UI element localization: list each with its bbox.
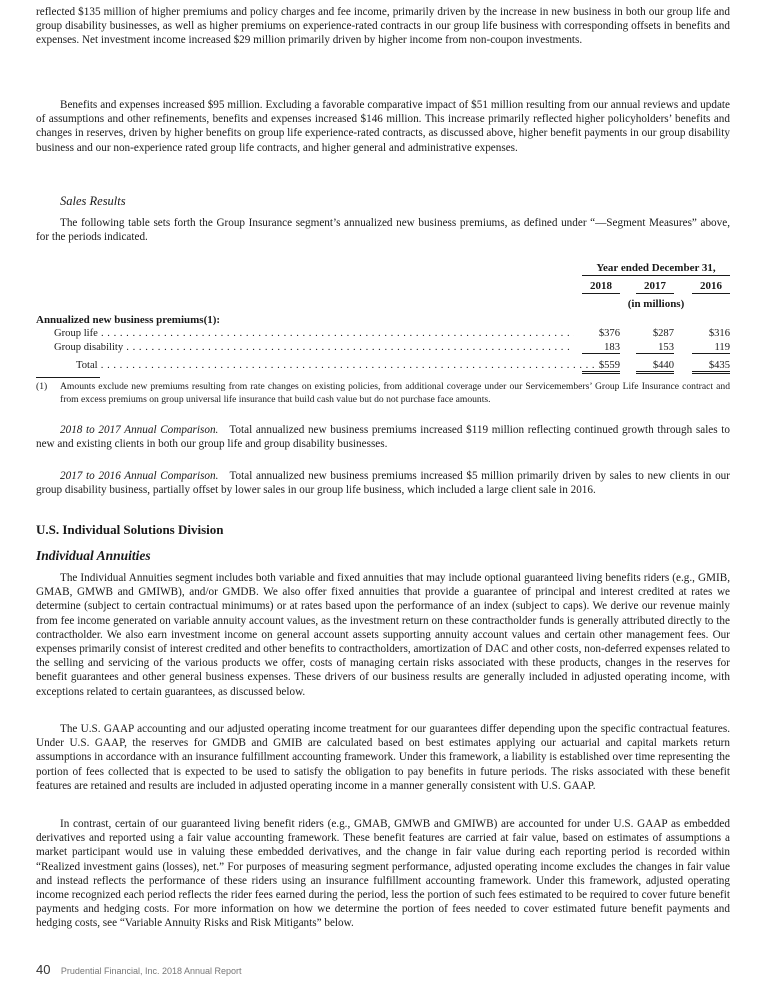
- paragraph-text: Benefits and expenses increased $95 million. Excluding a favorable comparative impact of $51 million resulting from our annual reviews and update of assumptions and other refinements, benefits and expenses increased $146 million. This increase primarily reflected higher policyholders’ benefits and changes in reserves, driven by higher benefits on group life experience-rated contracts, as discussed above, higher benefit payments in our group disability business and our non-experience rated group life contracts, and higher general and administrative expenses.: [36, 99, 730, 154]
- sales-results-intro: [36, 216, 730, 244]
- cell-value: $435: [692, 360, 730, 374]
- comparison-text: Total annualized new business premiums increased $119 million reflecting continued growth through sales to new and existing clients in both our group life and group disability businesses.: [36, 424, 730, 451]
- comparison-text: Total annualized new business premiums increased $5 million primarily driven by sales to new clients in our group disability business, partially offset by lower sales in our group life business, which included a large client sale in 2016.: [36, 470, 730, 497]
- cell-value: $376: [598, 328, 620, 339]
- page-number: 40: [36, 962, 51, 977]
- comparison-lead: 2018 to 2017 Annual Comparison.: [60, 424, 219, 436]
- cell-value: $287: [652, 328, 674, 339]
- paragraph-text: The following table sets forth the Group Insurance segment’s annualized new business premiums, as defined under “—Segment Measures” above, for the periods indicated.: [36, 217, 730, 244]
- division-title: U.S. Individual Solutions Division: [36, 522, 224, 537]
- column-header-2017: 2017: [636, 280, 674, 294]
- paragraph-annuities-overview: [36, 571, 730, 699]
- paragraph-text: In contrast, certain of our guaranteed living benefit riders (e.g., GMAB, GMWB and GMIWB) are accounted for under U.S. GAAP as embedded derivatives and reported using a fair value accounting framework. These benefit features are carried at fair value, based on estimates of assumptions a market participant would use in valuing these embedded derivatives, and the change in fair value during each reporting period is recorded within “Realized investment gains (losses), net.” For purposes of measuring segment performance, adjusted operating income excludes the changes in fair value and instead reflects the performance of these riders using an insurance fulfillment accounting framework. Under this framework, adjusted operating income recognized each period reflects the rider fees earned during the period, less the portion of such fees estimated to be required to cover future benefit payments and hedging costs. For more information on how we determine the portion of fees needed to cover estimated future benefit payments and hedging costs, see “Variable Annuity Risks and Risk Mitigants” below.: [36, 818, 730, 930]
- table-caption: Annualized new business premiums(1):: [36, 314, 221, 326]
- row-label: Group life . . .: [54, 328, 574, 339]
- cell-value: $316: [708, 328, 730, 339]
- footnote-divider: [36, 377, 100, 378]
- footnote-marker: (1): [36, 381, 48, 392]
- premiums-table: [36, 262, 730, 371]
- segment-title: Individual Annuities: [36, 548, 151, 563]
- comparison-2018-2017: [36, 423, 730, 451]
- table-total-row: [36, 360, 730, 374]
- row-label: Total . . .: [76, 360, 596, 371]
- paragraph-premiums: [36, 5, 730, 48]
- column-header-2018: 2018: [582, 280, 620, 294]
- cell-value: 119: [692, 342, 730, 354]
- table-row: [36, 328, 730, 342]
- table-units: (in millions): [627, 298, 685, 310]
- paragraph-gaap-treatment: [36, 722, 730, 793]
- comparison-lead: 2017 to 2016 Annual Comparison.: [60, 470, 219, 482]
- cell-value: $559: [582, 360, 620, 374]
- comparison-2017-2016: [36, 469, 730, 497]
- paragraph-text: The Individual Annuities segment includes both variable and fixed annuities that may include optional guaranteed living benefits riders (e.g., GMIB, GMAB, GMWB and GMIWB), and/or GMDB. We also offer fixed annuities that provide a guarantee of principal and interest credited at rates we determine (subject to certain contractual minimums) or at rates based upon the performance of an index (subject to caps). We derive our revenue mainly from fee income generated on variable annuity account values, as the investment return on these contractholder funds is generally attributed directly to the contractholder. We also earn investment income on general account assets supporting annuity account values and certain other management fees. Our expenses primarily consist of interest credited and other benefits to contractholders, amortization of DAC and other costs, non-deferred expenses related to the selling and servicing of the various products we offer, costs of managing certain risks associated with these products, changes in the reserves for benefit guarantees and other general business expenses. These drivers of our business results are generally included in adjusted operating income, with exceptions related to certain guarantees, as discussed below.: [36, 572, 730, 698]
- sales-results-heading: Sales Results: [60, 194, 126, 208]
- cell-value: 153: [636, 342, 674, 354]
- paragraph-text: The U.S. GAAP accounting and our adjusted operating income treatment for our guarantees differ depending upon the specific contractual features. Under U.S. GAAP, the reserves for GMDB and GMIB are calculated based on best estimates applying our actuarial and capital markets return assumptions in accordance with an insurance fulfillment accounting framework. Under this framework, a liability is established over time representing the portion of fees collected that is expected to be used to satisfy the obligation to pay benefits in future periods. The risks associated with these benefit features are retained and results are included in adjusted operating income in a manner generally consistent with U.S. GAAP.: [36, 723, 730, 792]
- page-footer: [36, 961, 242, 979]
- paragraph-benefits-expenses: [36, 98, 730, 155]
- report-title: Prudential Financial, Inc. 2018 Annual Report: [60, 966, 242, 976]
- row-label: Group disability . . .: [54, 342, 574, 353]
- table-row: [36, 342, 730, 356]
- table-header-group: Year ended December 31,: [582, 262, 730, 276]
- cell-value: $440: [636, 360, 674, 374]
- footnote: [36, 381, 730, 406]
- cell-value: 183: [582, 342, 620, 354]
- footnote-text: Amounts exclude new premiums resulting from rate changes on existing policies, from additional coverage under our Servicemembers’ Group Life Insurance contract and from excess premiums on group universal life insurance that build cash value but do not purchase face amounts.: [60, 381, 730, 405]
- paragraph-embedded-derivatives: [36, 817, 730, 931]
- paragraph-text: reflected $135 million of higher premiums and policy charges and fee income, primarily driven by the increase in new business in both our group life and group disability businesses, as well as higher premiums on experience-rated contracts in our group life business with corresponding offsets in benefits and expenses. Net investment income increased $29 million primarily driven by higher income from non-coupon investments.: [36, 6, 730, 47]
- column-header-2016: 2016: [692, 280, 730, 294]
